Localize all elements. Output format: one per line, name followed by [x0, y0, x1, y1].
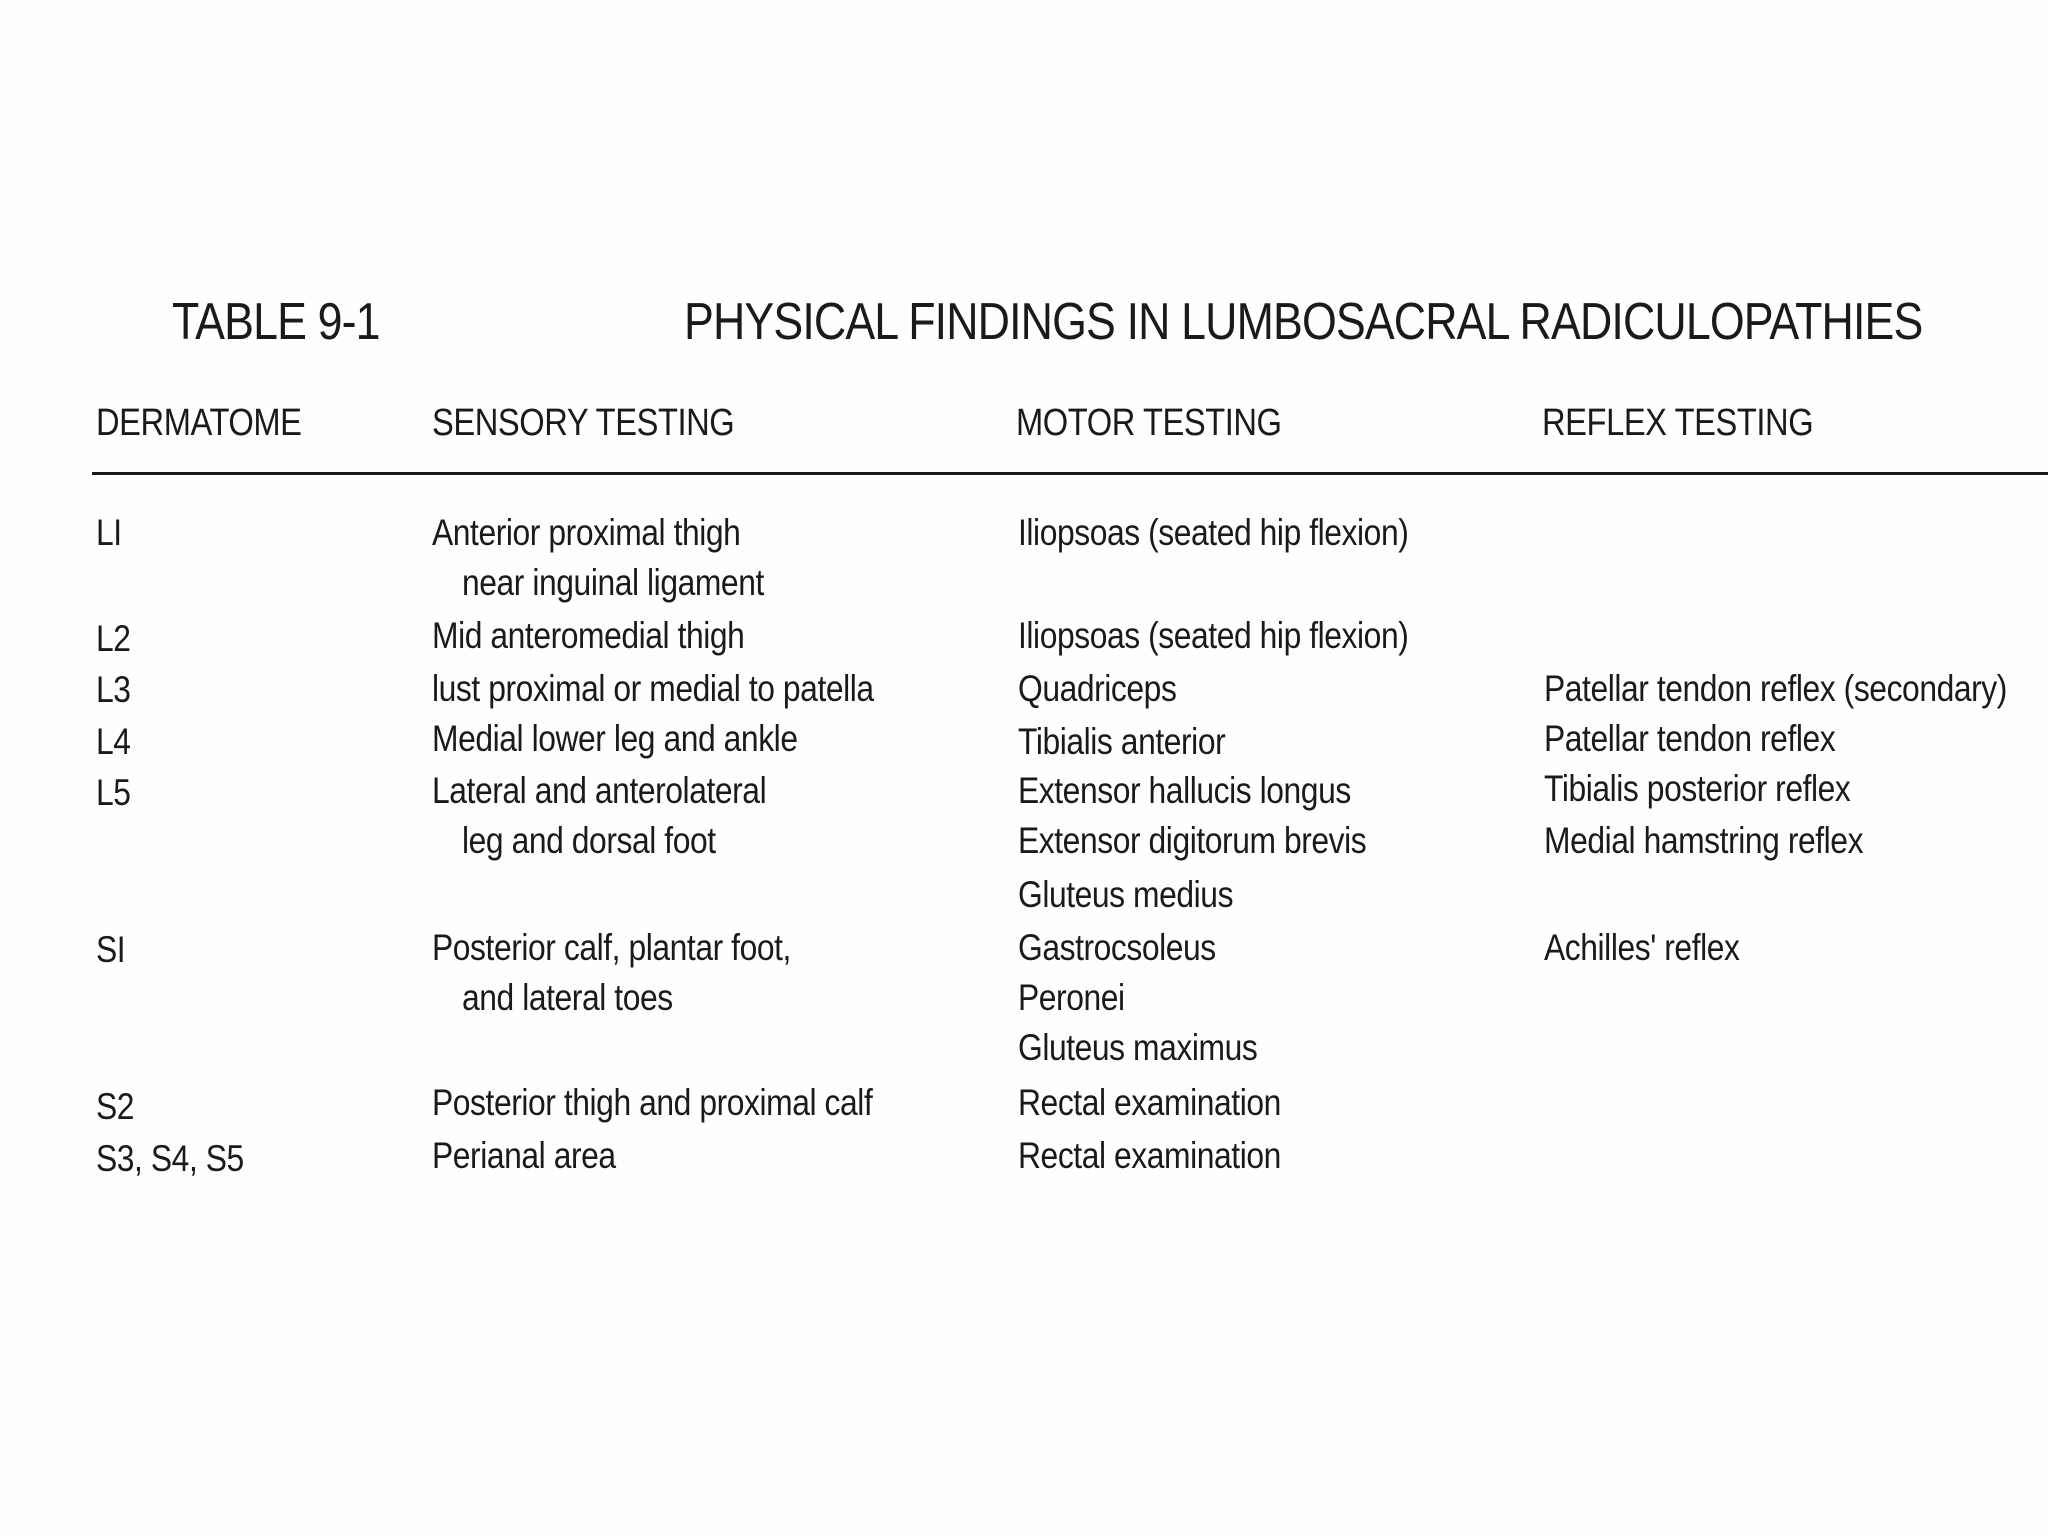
row-s1-motor-line-3: Gluteus maximus — [1018, 1027, 1258, 1068]
row-l5-sensory-line-1: Lateral and anterolateral — [432, 770, 767, 811]
row-l2-dermatome: L2 — [96, 618, 131, 659]
row-l5-reflex-line-1: Tibialis posterior reflex — [1544, 768, 1851, 809]
row-s2-dermatome: S2 — [96, 1086, 135, 1127]
row-s2-motor-line-1: Rectal examination — [1018, 1082, 1281, 1123]
row-l4-dermatome: L4 — [96, 721, 131, 762]
row-l4-sensory-line-1: Medial lower leg and ankle — [432, 718, 798, 759]
row-l1-sensory-line-2: near inguinal ligament — [462, 562, 764, 603]
row-l5-dermatome: L5 — [96, 772, 131, 813]
row-l5-reflex-line-2: Medial hamstring reflex — [1544, 820, 1864, 861]
table-title: PHYSICAL FINDINGS IN LUMBOSACRAL RADICULOPATHIES — [684, 293, 1923, 351]
row-l5-motor-line-2: Extensor digitorum brevis — [1018, 820, 1367, 861]
row-l2-sensory-line-1: Mid anteromedial thigh — [432, 615, 745, 656]
row-l3-reflex-line-1: Patellar tendon reflex (secondary) — [1544, 668, 2007, 709]
row-s1-dermatome: SI — [96, 929, 126, 970]
row-l4-motor-line-1: Tibialis anterior — [1018, 721, 1226, 762]
row-s3-s4-s5-dermatome: S3, S4, S5 — [96, 1138, 244, 1179]
row-s1-motor-line-1: Gastrocsoleus — [1018, 927, 1216, 968]
row-l3-motor-line-1: Quadriceps — [1018, 668, 1177, 709]
header-motor-testing: MOTOR TESTING — [1016, 402, 1282, 444]
row-s3-s4-s5-sensory-line-1: Perianal area — [432, 1135, 616, 1176]
header-dermatome: DERMATOME — [96, 402, 302, 444]
row-l4-reflex-line-1: Patellar tendon reflex — [1544, 718, 1836, 759]
row-s1-sensory-line-1: Posterior calf, plantar foot, — [432, 927, 791, 968]
row-l1-motor-line-1: Iliopsoas (seated hip flexion) — [1018, 512, 1409, 553]
row-s1-sensory-line-2: and lateral toes — [462, 977, 673, 1018]
row-l5-motor-line-3: Gluteus medius — [1018, 874, 1234, 915]
row-s3-s4-s5-motor-line-1: Rectal examination — [1018, 1135, 1281, 1176]
row-s2-sensory-line-1: Posterior thigh and proximal calf — [432, 1082, 873, 1123]
row-l2-motor-line-1: Iliopsoas (seated hip flexion) — [1018, 615, 1409, 656]
row-s1-motor-line-2: Peronei — [1018, 977, 1125, 1018]
row-l1-sensory-line-1: Anterior proximal thigh — [432, 512, 741, 553]
row-s1-reflex-line-1: Achilles' reflex — [1544, 927, 1740, 968]
row-l5-motor-line-1: Extensor hallucis longus — [1018, 770, 1351, 811]
header-reflex-testing: REFLEX TESTING — [1542, 402, 1814, 444]
table-label: TABLE 9-1 — [172, 293, 380, 351]
row-l3-sensory-line-1: lust proximal or medial to patella — [432, 668, 874, 709]
header-divider — [92, 472, 2048, 475]
row-l1-dermatome: LI — [96, 512, 122, 553]
header-sensory-testing: SENSORY TESTING — [432, 402, 735, 444]
row-l5-sensory-line-2: leg and dorsal foot — [462, 820, 716, 861]
row-l3-dermatome: L3 — [96, 669, 131, 710]
